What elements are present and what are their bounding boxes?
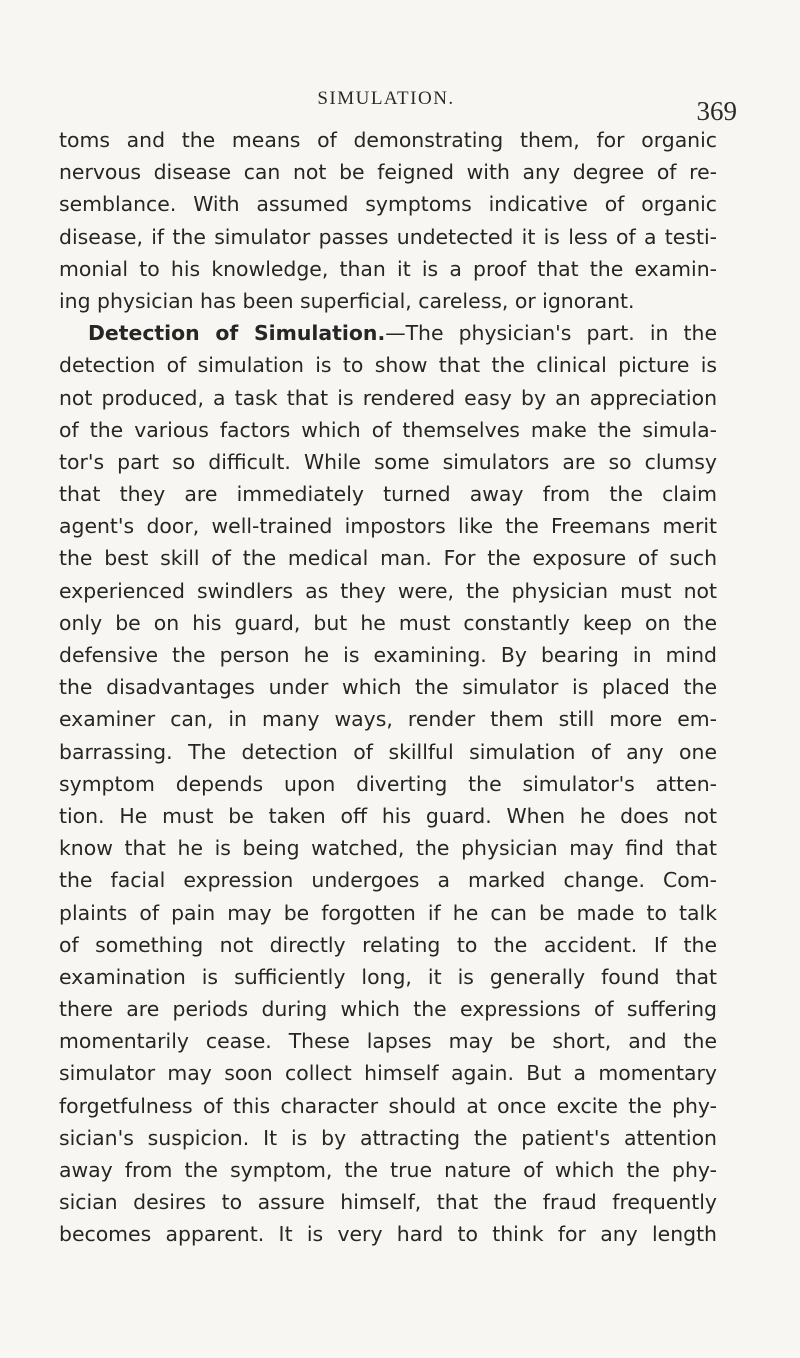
text-line: tion. He must be taken off his guard. When he does not (59, 803, 717, 828)
text-line: defensive the person he is examining. By bearing in mind (59, 643, 717, 667)
text-line: the disadvantages under which the simulator is placed the (59, 675, 717, 700)
text-line: plaints of pain may be forgotten if he can be made to talk (59, 900, 717, 925)
text-line: barrassing. The detection of skillful simulation of any one (59, 739, 717, 764)
text-line: know that he is being watched, the physician may find that (59, 836, 717, 861)
text-line: sician's suspicion. It is by attracting the patient's attention (59, 1125, 717, 1150)
text-line: there are periods during which the expressions of suffering (59, 997, 717, 1022)
text-line: toms and the means of demonstrating them, for organic (59, 128, 717, 152)
running-head (0, 88, 800, 110)
section-heading-continuation: —The physician's part. in the (385, 321, 717, 346)
text-line: away from the symptom, the true nature of which the phy- (59, 1158, 717, 1182)
text-line: the best skill of the medical man. For the exposure of such (59, 546, 717, 571)
text-line: tor's part so difficult. While some simulators are so clumsy (59, 449, 717, 474)
running-title: SIMULATION. (317, 88, 455, 109)
text-line: disease, if the simulator passes undetected it is less of a testi- (59, 224, 717, 249)
text-line: of something not directly relating to the accident. If the (59, 932, 717, 957)
text-line: not produced, a task that is rendered easy by an appreciation (59, 385, 717, 410)
text-line: of the various factors which of themselves make the simula- (59, 417, 717, 442)
page-number: 369 (696, 96, 737, 126)
text-line: examiner can, in many ways, render them still more em- (59, 707, 717, 732)
text-line: nervous disease can not be feigned with any degree of re- (59, 160, 717, 185)
text-line: the facial expression undergoes a marked change. Com- (59, 868, 717, 893)
text-line: momentarily cease. These lapses may be short, and the (59, 1029, 717, 1054)
text-line: simulator may soon collect himself again. But a momentary (59, 1061, 717, 1086)
text-line: agent's door, well-trained impostors like the Freemans merit (59, 514, 717, 539)
text-line: examination is sufficiently long, it is generally found that (59, 964, 717, 989)
text-line: forgetfulness of this character should at once excite the phy- (59, 1093, 717, 1118)
body-text (59, 124, 717, 1251)
text-line: ing physician has been superficial, careless, or ignorant. (59, 288, 635, 313)
text-line: symptom depends upon diverting the simulator's atten- (59, 771, 717, 796)
section-heading-line (59, 317, 717, 349)
text-line: experienced swindlers as they were, the physician must not (59, 578, 717, 603)
text-line: sician desires to assure himself, that the fraud frequently (59, 1190, 717, 1215)
text-line: becomes apparent. It is very hard to think for any length (59, 1222, 717, 1247)
text-line: that they are immediately turned away from the claim (59, 482, 717, 507)
text-line: monial to his knowledge, than it is a proof that the examin- (59, 256, 717, 281)
section-heading: Detection of Simulation. (88, 321, 386, 346)
text-line: semblance. With assumed symptoms indicative of organic (59, 192, 717, 217)
text-line: only be on his guard, but he must constantly keep on the (59, 610, 717, 635)
text-line: detection of simulation is to show that the clinical picture is (59, 353, 717, 378)
